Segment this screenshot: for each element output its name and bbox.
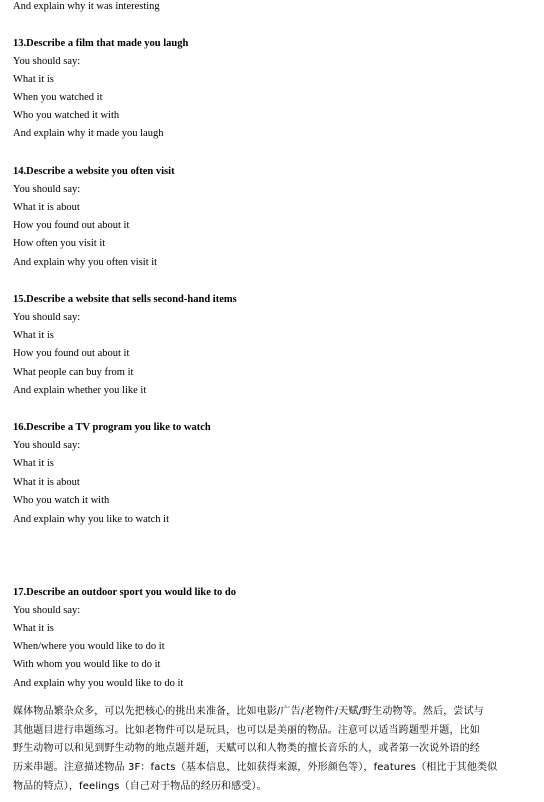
topic-17-line-1: You should say: xyxy=(13,605,81,616)
topic-17-line-2: What it is xyxy=(13,623,54,634)
topic-13-line-2: What it is xyxy=(13,74,54,85)
topic-17-line-5: And explain why you would like to do it xyxy=(13,678,184,689)
topic-14-line-5: And explain why you often visit it xyxy=(13,257,158,268)
topic-15-title: 15.Describe a website that sells second-hand items xyxy=(13,294,237,305)
study-note-line-2: 其他题目进行串题练习。比如老物件可以是玩具，也可以是美丽的物品。注意可以适当跨题型并题，比如 xyxy=(13,724,480,736)
topic-13-title: 13.Describe a film that made you laugh xyxy=(13,38,189,49)
topic-15-line-4: What people can buy from it xyxy=(13,367,134,378)
topic-14-line-1: You should say: xyxy=(13,184,81,195)
topic-14-line-4: How often you visit it xyxy=(13,238,106,249)
topic-15-line-3: How you found out about it xyxy=(13,348,130,359)
topic-17-line-4: With whom you would like to do it xyxy=(13,659,161,670)
topic-16-line-4: Who you watch it with xyxy=(13,495,110,506)
topic-15-line-2: What it is xyxy=(13,330,54,341)
topic-16-line-5: And explain why you like to watch it xyxy=(13,514,170,525)
topic-14-line-2: What it is about xyxy=(13,202,80,213)
topic-14-title: 14.Describe a website you often visit xyxy=(13,166,175,177)
topic-16-title: 16.Describe a TV program you like to watch xyxy=(13,422,211,433)
topic-17-title: 17.Describe an outdoor sport you would like to do xyxy=(13,587,236,598)
topic-13-line-5: And explain why it made you laugh xyxy=(13,128,164,139)
study-note-line-1: 媒体物品繁杂众多，可以先把核心的挑出来准备，比如电影/广告/老物件/天赋/野生动物等。然后，尝试与 xyxy=(13,706,484,717)
study-note-paragraph xyxy=(13,703,533,797)
study-note-line-4: 历来串题。注意描述物品 3F：facts（基本信息，比如获得来源，外形颜色等），features（相比于其他类似 xyxy=(13,762,498,774)
study-note-line-3: 野生动物可以和见到野生动物的地点题并题，天赋可以和人物类的擅长音乐的人，或者第一次说外语的经 xyxy=(13,743,480,755)
topic-16-line-1: You should say: xyxy=(13,440,81,451)
topic-16-line-2: What it is xyxy=(13,458,54,469)
topic-13-line-4: Who you watched it with xyxy=(13,110,120,121)
topic-13-line-1: You should say: xyxy=(13,56,81,67)
topic-15-line-1: You should say: xyxy=(13,312,81,323)
topic-14-line-3: How you found out about it xyxy=(13,220,130,231)
topic-17-line-3: When/where you would like to do it xyxy=(13,641,165,652)
topic-16-line-3: What it is about xyxy=(13,477,80,488)
topic-15-line-5: And explain whether you like it xyxy=(13,385,147,396)
previous-topic-last-line: And explain why it was interesting xyxy=(13,1,160,12)
topic-13-line-3: When you watched it xyxy=(13,92,103,103)
study-note-line-5: 物品的特点），feelings（自己对于物品的经历和感受）。 xyxy=(13,780,267,792)
